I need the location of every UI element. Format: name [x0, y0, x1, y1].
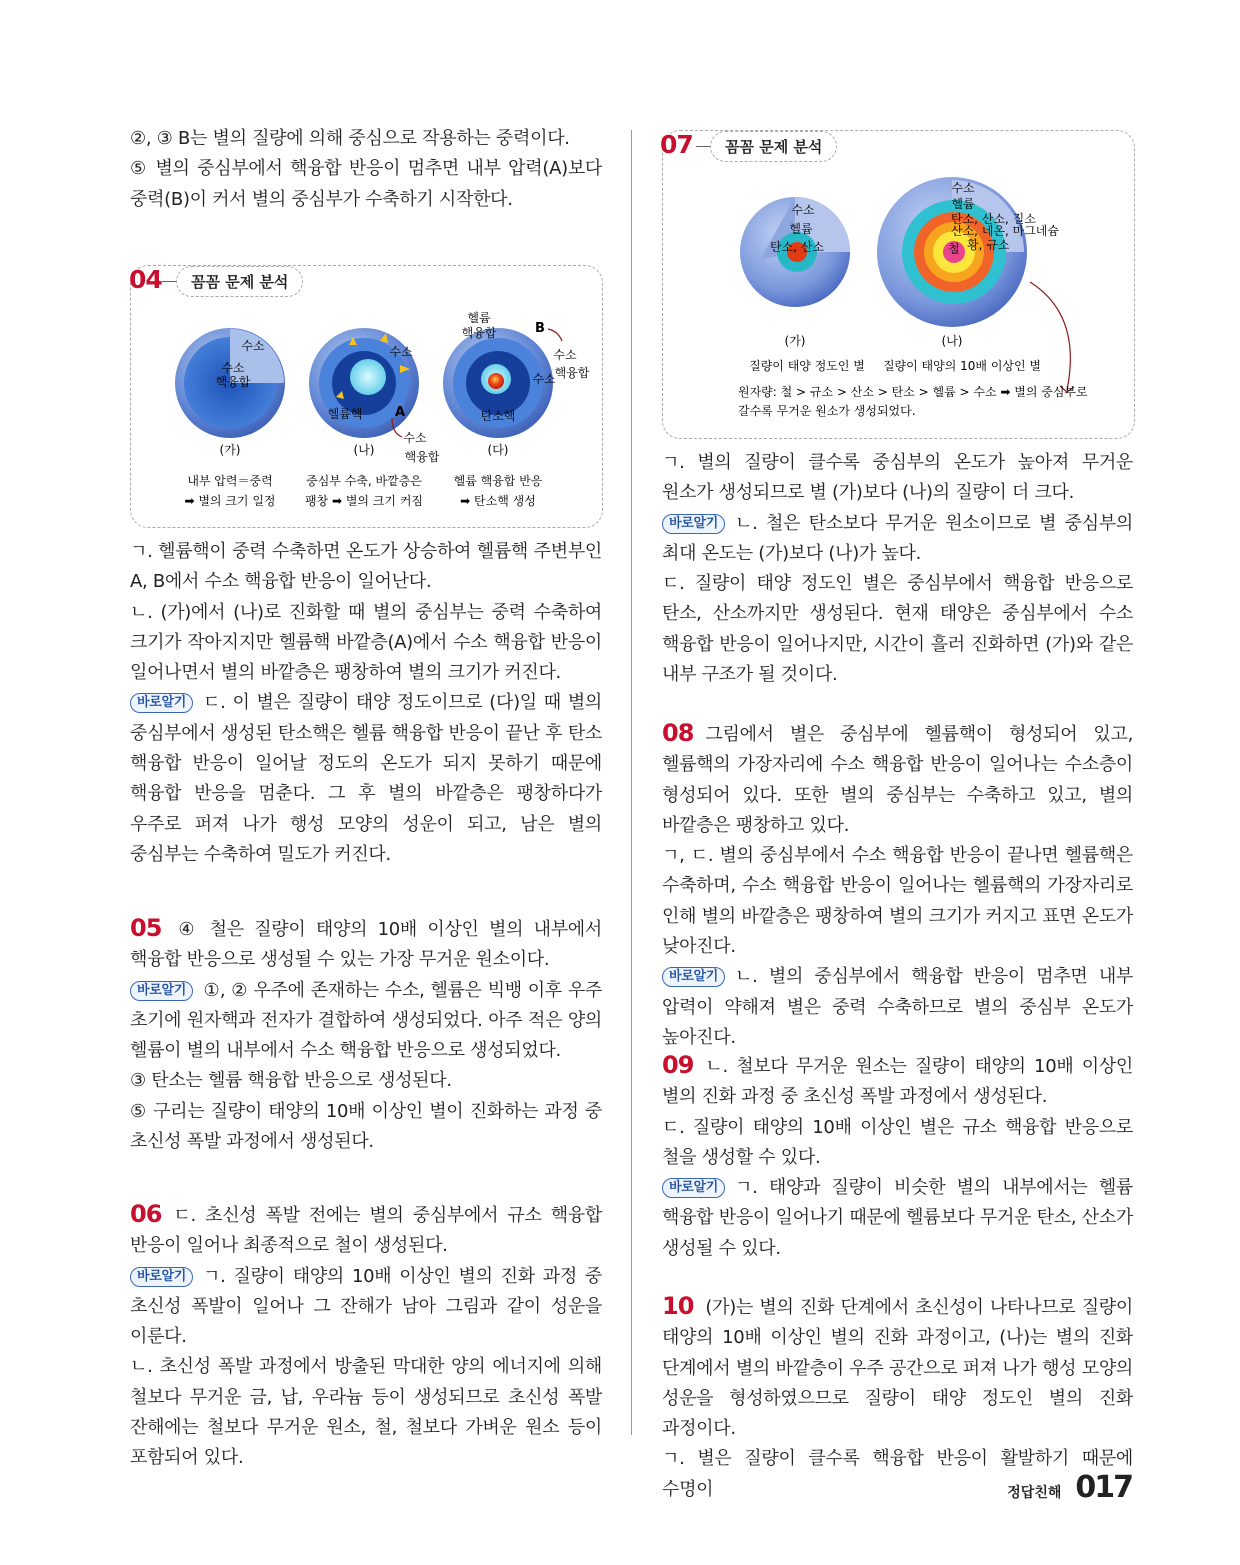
svg-text:중심부 수축, 바깥층은: 중심부 수축, 바깥층은	[306, 474, 422, 488]
paragraph-text: ㄷ. 이 별은 질량이 태양 정도이므로 (다)일 때 별의 중심부에서 생성된 탄소핵은 헬륨 핵융합 반응이 끝난 후 탄소 핵융합 반응이 일어날 정도의 온도가 되지 못하기 때문에 핵융합 반응을 멈춘다. 그 후 별의 바깥층은 팽창하다가 우주로 퍼져 나가 행성 모양의 성운이 되고, 남은 별의 중심부는 수축하여 밀도가 커진다.	[130, 692, 602, 865]
svg-text:헬륨 핵융합 반응: 헬륨 핵융합 반응	[453, 474, 543, 488]
q05-explanation	[130, 913, 602, 1157]
paragraph	[130, 976, 602, 1067]
paragraph-text: ㄷ. 초신성 폭발 전에는 별의 중심부에서 규소 핵융합 반응이 일어나 최종적으로 철이 생성된다.	[130, 1205, 602, 1257]
q07-explanation	[662, 448, 1133, 690]
svg-text:헬륨: 헬륨	[789, 222, 813, 236]
paragraph	[662, 962, 1133, 1053]
paragraph: ㄴ. 초신성 폭발 과정에서 방출된 막대한 양의 에너지에 의해 철보다 무거운 금, 납, 우라늄 등이 생성되므로 초신성 폭발 잔해에는 철보다 무거운 원소, 철, 철보다 가벼운 원소 등이 포함되어 있다.	[130, 1356, 602, 1469]
paragraph	[130, 1199, 602, 1262]
paragraph	[662, 509, 1133, 570]
paragraph: ⑤ 구리는 질량이 태양의 10배 이상인 별이 진화하는 과정 중 초신성 폭발 과정에서 생성된다.	[130, 1100, 602, 1153]
question-number: 07	[660, 130, 693, 159]
paragraph	[662, 1291, 1133, 1444]
correction-badge: 바로알기	[662, 514, 725, 534]
paragraph	[662, 718, 1133, 841]
svg-text:수소: 수소	[389, 345, 413, 359]
paragraph-text: ㄴ. 철은 탄소보다 무거운 원소이므로 별 중심부의 최대 온도는 (가)보다 (나)가 높다.	[662, 512, 1133, 564]
star-c	[443, 310, 590, 508]
svg-text:수소: 수소	[532, 372, 556, 386]
svg-text:수소: 수소	[221, 361, 245, 375]
svg-text:A: A	[394, 405, 406, 420]
correction-badge: 바로알기	[130, 693, 193, 713]
star-a	[175, 328, 285, 508]
svg-text:탄소, 산소, 질소: 탄소, 산소, 질소	[951, 212, 1036, 226]
svg-text:핵융합: 핵융합	[461, 326, 497, 340]
question-number: 10	[662, 1292, 694, 1320]
svg-text:핵융합: 핵융합	[215, 375, 251, 389]
paragraph	[662, 1050, 1133, 1113]
svg-text:수소: 수소	[791, 203, 815, 217]
svg-text:수소: 수소	[951, 181, 975, 195]
paragraph: ⑤ 별의 중심부에서 핵융합 반응이 멈추면 내부 압력(A)보다 중력(B)이 커서 별의 중심부가 수축하기 시작한다.	[130, 158, 602, 210]
paragraph: ㄷ. 질량이 태양 정도인 별은 중심부에서 핵융합 반응으로 탄소, 산소까지만 생성된다. 현재 태양은 중심부에서 수소 핵융합 반응이 일어나지만, 시간이 흘러 진화하면 (가)와 같은 내부 구조가 될 것이다.	[662, 573, 1133, 686]
q09-explanation	[662, 1050, 1133, 1264]
svg-text:수소: 수소	[403, 431, 427, 445]
page-footer	[1007, 1470, 1132, 1505]
svg-text:수소: 수소	[241, 339, 265, 353]
intro-section	[130, 124, 602, 215]
svg-text:탄소, 산소: 탄소, 산소	[770, 240, 824, 254]
svg-text:황, 규소: 황, 규소	[967, 238, 1010, 252]
paragraph-text: ㄱ. 질량이 태양의 10배 이상인 별의 진화 과정 중 초신성 폭발이 일어나 그 잔해가 남아 그림과 같이 성운을 이룬다.	[130, 1265, 602, 1348]
svg-text:(가): (가)	[784, 334, 806, 348]
svg-text:➡ 별의 크기 일정: ➡ 별의 크기 일정	[184, 494, 276, 508]
correction-badge: 바로알기	[130, 1267, 193, 1287]
question-number: 09	[662, 1051, 694, 1079]
question-number: 04	[129, 265, 162, 294]
svg-text:내부 압력＝중력: 내부 압력＝중력	[187, 474, 273, 488]
q06-explanation	[130, 1199, 602, 1474]
paragraph-text: ㄴ. 별의 중심부에서 핵융합 반응이 멈추면 내부 압력이 약해져 별은 중력 수축하므로 별의 중심부 온도가 높아진다.	[662, 966, 1133, 1048]
svg-text:(다): (다)	[487, 443, 509, 457]
atomic-weight-note: 갈수록 무거운 원소가 생성되었다.	[738, 404, 916, 418]
svg-text:질량이 태양의 10배 이상인 별: 질량이 태양의 10배 이상인 별	[882, 359, 1042, 373]
svg-text:질량이 태양 정도인 별: 질량이 태양 정도인 별	[749, 359, 865, 373]
correction-badge: 바로알기	[662, 1178, 725, 1198]
correction-badge: 바로알기	[130, 981, 193, 1001]
svg-text:헬륨핵: 헬륨핵	[327, 407, 363, 421]
star-b	[877, 177, 1059, 373]
q08-explanation	[662, 718, 1133, 1053]
question-number: 06	[130, 1200, 162, 1228]
svg-text:➡ 탄소핵 생성: ➡ 탄소핵 생성	[460, 494, 536, 508]
star-a	[740, 197, 865, 373]
paragraph-text: 그림에서 별은 중심부에 헬륨핵이 형성되어 있고, 헬륨핵의 가장자리에 수소 핵융합 반응이 일어나는 수소층이 형성되어 있다. 또한 별의 중심부는 수축하고 있고, 별의 바깥층은 팽창하고 있다.	[662, 724, 1133, 836]
paragraph: ㄱ. 별은 질량이 클수록 핵융합 반응이 활발하기 때문에 수명이	[662, 1448, 1133, 1500]
svg-text:핵융합: 핵융합	[554, 366, 590, 380]
paragraph	[662, 1173, 1133, 1264]
book-label: 정답친해	[1007, 1485, 1062, 1501]
svg-text:헬륨: 헬륨	[951, 197, 975, 211]
svg-text:(나): (나)	[941, 334, 963, 348]
paragraph-text: ①, ② 우주에 존재하는 수소, 헬륨은 빅뱅 이후 우주 초기에 원자핵과 전자가 결합하여 생성되었다. 아주 적은 양의 헬륨이 별의 내부에서 수소 핵융합 반응으로 생성되었다.	[130, 979, 602, 1062]
atomic-weight-note: 원자량: 철 > 규소 > 산소 > 탄소 > 헬륨 > 수소 ➡ 별의 중심부로	[738, 385, 1088, 399]
paragraph	[130, 913, 602, 976]
analysis-tag: 꼼꼼 문제 분석	[176, 266, 303, 297]
correction-badge: 바로알기	[662, 967, 725, 987]
svg-text:수소: 수소	[553, 348, 577, 362]
paragraph: ②, ③ B는 별의 질량에 의해 중심으로 작용하는 중력이다.	[130, 128, 570, 149]
question-number: 05	[130, 914, 162, 942]
paragraph-text: ㄱ. 태양과 질량이 비슷한 별의 내부에서는 헬륨 핵융합 반응이 일어나기 때문에 헬륨보다 무거운 탄소, 산소가 생성될 수 있다.	[662, 1177, 1133, 1259]
star-b	[305, 328, 440, 508]
paragraph: ㄱ, ㄷ. 별의 중심부에서 수소 핵융합 반응이 끝나면 헬륨핵은 수축하며, 수소 핵융합 반응이 일어나는 헬륨핵의 가장자리로 인해 별의 바깥층은 팽창하여 별의 크기가 커지고 표면 온도가 낮아진다.	[662, 845, 1133, 958]
paragraph	[130, 688, 602, 870]
paragraph: ㄱ. 헬륨핵이 중력 수축하면 온도가 상승하여 헬륨핵 주변부인 A, B에서 수소 핵융합 반응이 일어난다.	[130, 541, 602, 593]
svg-text:산소, 네온, 마그네슘: 산소, 네온, 마그네슘	[951, 224, 1059, 238]
svg-text:철: 철	[948, 242, 960, 256]
page-number: 017	[1075, 1470, 1132, 1505]
svg-text:(가): (가)	[219, 443, 241, 457]
svg-text:B: B	[535, 321, 545, 336]
svg-text:탄소핵: 탄소핵	[480, 409, 516, 423]
paragraph: ㄴ. (가)에서 (나)로 진화할 때 별의 중심부는 중력 수축하여 크기가 작아지지만 헬륨핵 바깥층(A)에서 수소 핵융합 반응이 일어나면서 별의 바깥층은 팽창하여 별의 크기가 커진다.	[130, 601, 602, 684]
question-number: 08	[662, 719, 694, 747]
arrow-icon	[1030, 282, 1070, 390]
analysis-tag: 꼼꼼 문제 분석	[710, 131, 837, 162]
paragraph	[130, 1262, 602, 1353]
svg-text:팽창 ➡ 별의 크기 커짐: 팽창 ➡ 별의 크기 커짐	[304, 494, 424, 508]
paragraph-text: (가)는 별의 진화 단계에서 초신성이 나타나므로 질량이 태양의 10배 이상인 별의 진화 과정이고, (나)는 별의 진화 단계에서 별의 바깥층이 우주 공간으로 퍼져 나가 행성 모양의 성운을 형성하였으므로 질량이 태양 정도인 별의 진화 과정이다.	[662, 1297, 1133, 1440]
paragraph-text: ㄴ. 철보다 무거운 원소는 질량이 태양의 10배 이상인 별의 진화 과정 중 초신성 폭발 과정에서 생성된다.	[662, 1056, 1133, 1108]
paragraph: ③ 탄소는 헬륨 핵융합 반응으로 생성된다.	[130, 1070, 452, 1092]
paragraph: ㄷ. 질량이 태양의 10배 이상인 별은 규소 핵융합 반응으로 철을 생성할 수 있다.	[662, 1116, 1133, 1168]
paragraph: ㄱ. 별의 질량이 클수록 중심부의 온도가 높아져 무거운 원소가 생성되므로 별 (가)보다 (나)의 질량이 더 크다.	[662, 452, 1133, 504]
svg-text:핵융합: 핵융합	[404, 450, 440, 464]
q04-explanation	[130, 537, 602, 870]
svg-text:헬륨: 헬륨	[467, 311, 491, 325]
svg-text:(나): (나)	[353, 443, 375, 457]
paragraph-text: ④ 철은 질량이 태양의 10배 이상인 별의 내부에서 핵융합 반응으로 생성될 수 있는 가장 무거운 원소이다.	[130, 919, 602, 971]
